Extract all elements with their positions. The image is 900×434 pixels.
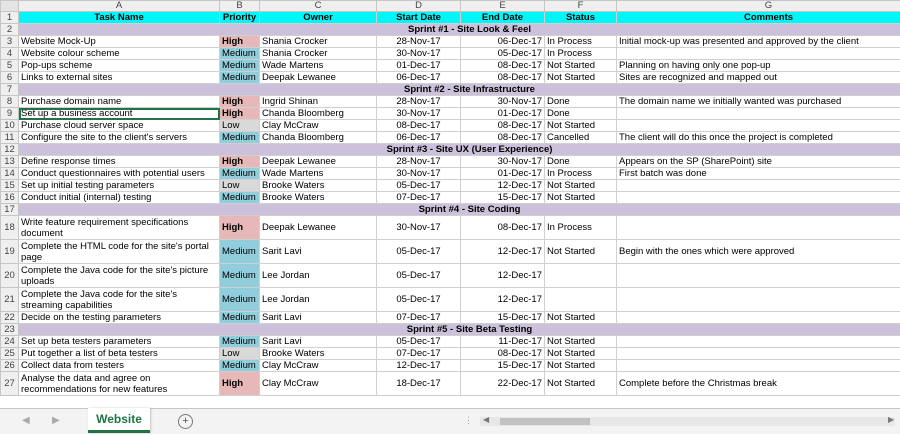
task-name-cell[interactable]: Complete the HTML code for the site's portal page <box>19 240 220 264</box>
owner-cell[interactable]: Clay McCraw <box>260 120 377 132</box>
priority-cell[interactable]: Medium <box>220 48 260 60</box>
end-date-cell[interactable]: 05-Dec-17 <box>461 48 545 60</box>
comments-cell[interactable] <box>617 348 900 360</box>
row-number[interactable]: 10 <box>1 120 19 132</box>
owner-cell[interactable]: Deepak Lewanee <box>260 216 377 240</box>
row-number[interactable]: 23 <box>1 324 19 336</box>
priority-cell[interactable]: Medium <box>220 60 260 72</box>
select-all-corner[interactable] <box>1 1 19 12</box>
comments-cell[interactable]: Appears on the SP (SharePoint) site <box>617 156 900 168</box>
start-date-cell[interactable]: 28-Nov-17 <box>377 36 461 48</box>
end-date-cell[interactable]: 08-Dec-17 <box>461 72 545 84</box>
comments-cell[interactable]: Sites are recognized and mapped out <box>617 72 900 84</box>
owner-cell[interactable]: Lee Jordan <box>260 264 377 288</box>
column-header-a[interactable]: A <box>19 1 220 12</box>
column-header-e[interactable]: E <box>461 1 545 12</box>
sprint-title[interactable]: Sprint #4 - Site Coding <box>19 204 900 216</box>
priority-cell[interactable]: High <box>220 108 260 120</box>
task-name-cell[interactable]: Purchase cloud server space <box>19 120 220 132</box>
task-name-cell[interactable]: Set up a business account <box>19 108 220 120</box>
task-name-cell[interactable]: Pop-ups scheme <box>19 60 220 72</box>
horizontal-scrollbar[interactable] <box>480 417 895 426</box>
task-name-cell[interactable]: Set up beta testers parameters <box>19 336 220 348</box>
row-number[interactable]: 21 <box>1 288 19 312</box>
status-cell[interactable]: In Process <box>545 36 617 48</box>
column-header-d[interactable]: D <box>377 1 461 12</box>
status-cell[interactable]: Not Started <box>545 60 617 72</box>
table-row <box>1 48 900 60</box>
priority-cell[interactable]: Medium <box>220 312 260 324</box>
row-number[interactable]: 19 <box>1 240 19 264</box>
row-number[interactable]: 15 <box>1 180 19 192</box>
comments-cell[interactable]: Begin with the ones which were approved <box>617 240 900 264</box>
sprint-title[interactable]: Sprint #3 - Site UX (User Experience) <box>19 144 900 156</box>
start-date-cell[interactable]: 28-Nov-17 <box>377 96 461 108</box>
priority-cell[interactable]: Medium <box>220 360 260 372</box>
owner-cell[interactable]: Brooke Waters <box>260 348 377 360</box>
status-cell[interactable]: In Process <box>545 48 617 60</box>
comments-cell[interactable]: The client will do this once the project is completed <box>617 132 900 144</box>
start-date-cell[interactable]: 05-Dec-17 <box>377 240 461 264</box>
row-number[interactable]: 14 <box>1 168 19 180</box>
status-cell[interactable] <box>545 264 617 288</box>
table-row <box>1 192 900 204</box>
comments-cell[interactable] <box>617 336 900 348</box>
priority-cell[interactable]: Low <box>220 348 260 360</box>
comments-cell[interactable]: Complete before the Christmas break <box>617 372 900 396</box>
comments-cell[interactable]: First batch was done <box>617 168 900 180</box>
owner-cell[interactable]: Shania Crocker <box>260 36 377 48</box>
start-date-cell[interactable]: 30-Nov-17 <box>377 108 461 120</box>
column-header-c[interactable]: C <box>260 1 377 12</box>
task-name-cell[interactable]: Links to external sites <box>19 72 220 84</box>
status-cell[interactable]: Not Started <box>545 336 617 348</box>
sprint-row <box>1 324 900 336</box>
table-row <box>1 132 900 144</box>
row-number[interactable]: 12 <box>1 144 19 156</box>
start-date-cell[interactable]: 06-Dec-17 <box>377 72 461 84</box>
comments-cell[interactable]: The domain name we initially wanted was purchased <box>617 96 900 108</box>
end-date-cell[interactable]: 12-Dec-17 <box>461 180 545 192</box>
status-cell[interactable]: Not Started <box>545 312 617 324</box>
status-cell[interactable]: Done <box>545 156 617 168</box>
sprint-title[interactable]: Sprint #5 - Site Beta Testing <box>19 324 900 336</box>
sprint-row <box>1 144 900 156</box>
comments-cell[interactable] <box>617 264 900 288</box>
owner-cell[interactable]: Clay McCraw <box>260 360 377 372</box>
start-date-cell[interactable]: 18-Dec-17 <box>377 372 461 396</box>
column-header-f[interactable]: F <box>545 1 617 12</box>
end-date-cell[interactable]: 15-Dec-17 <box>461 360 545 372</box>
owner-cell[interactable]: Wade Martens <box>260 168 377 180</box>
task-name-cell[interactable]: Configure the site to the client's servers <box>19 132 220 144</box>
start-date-cell[interactable]: 05-Dec-17 <box>377 288 461 312</box>
table-row <box>1 336 900 348</box>
row-number[interactable]: 17 <box>1 204 19 216</box>
table-row <box>1 288 900 312</box>
row-number[interactable]: 22 <box>1 312 19 324</box>
header-end-date[interactable]: End Date <box>461 12 545 24</box>
header-task-name[interactable]: Task Name <box>19 12 220 24</box>
owner-cell[interactable]: Sarit Lavi <box>260 240 377 264</box>
scroll-left-icon[interactable]: ◀ <box>483 415 489 424</box>
sheet-tab-website[interactable]: Website <box>88 408 150 433</box>
owner-cell[interactable]: Wade Martens <box>260 60 377 72</box>
owner-cell[interactable]: Ingrid Shinan <box>260 96 377 108</box>
end-date-cell[interactable]: 01-Dec-17 <box>461 168 545 180</box>
table-row <box>1 180 900 192</box>
row-number[interactable]: 4 <box>1 48 19 60</box>
end-date-cell[interactable]: 12-Dec-17 <box>461 264 545 288</box>
status-cell[interactable]: Cancelled <box>545 132 617 144</box>
sprint-row <box>1 204 900 216</box>
table-row <box>1 108 900 120</box>
end-date-cell[interactable]: 22-Dec-17 <box>461 372 545 396</box>
task-name-cell[interactable]: Conduct initial (internal) testing <box>19 192 220 204</box>
comments-cell[interactable] <box>617 108 900 120</box>
end-date-cell[interactable]: 12-Dec-17 <box>461 288 545 312</box>
comments-cell[interactable] <box>617 312 900 324</box>
status-cell[interactable]: Not Started <box>545 240 617 264</box>
table-row <box>1 36 900 48</box>
comments-cell[interactable] <box>617 120 900 132</box>
header-priority[interactable]: Priority <box>220 12 260 24</box>
table-row <box>1 96 900 108</box>
plus-circle-icon[interactable]: + <box>178 414 193 429</box>
start-date-cell[interactable]: 05-Dec-17 <box>377 180 461 192</box>
status-cell[interactable]: Not Started <box>545 372 617 396</box>
task-name-cell[interactable]: Complete the Java code for the site's picture uploads <box>19 264 220 288</box>
priority-cell[interactable]: High <box>220 36 260 48</box>
status-cell[interactable]: In Process <box>545 216 617 240</box>
priority-cell[interactable]: High <box>220 372 260 396</box>
end-date-cell[interactable]: 30-Nov-17 <box>461 156 545 168</box>
comments-cell[interactable] <box>617 180 900 192</box>
start-date-cell[interactable]: 05-Dec-17 <box>377 264 461 288</box>
task-name-cell[interactable]: Set up initial testing parameters <box>19 180 220 192</box>
column-header-b[interactable]: B <box>220 1 260 12</box>
comments-cell[interactable] <box>617 216 900 240</box>
end-date-cell[interactable]: 11-Dec-17 <box>461 336 545 348</box>
priority-cell[interactable]: Medium <box>220 72 260 84</box>
table-row <box>1 312 900 324</box>
row-number[interactable]: 2 <box>1 24 19 36</box>
end-date-cell[interactable]: 06-Dec-17 <box>461 36 545 48</box>
end-date-cell[interactable]: 08-Dec-17 <box>461 60 545 72</box>
start-date-cell[interactable]: 07-Dec-17 <box>377 192 461 204</box>
owner-cell[interactable]: Deepak Lewanee <box>260 72 377 84</box>
start-date-cell[interactable]: 08-Dec-17 <box>377 120 461 132</box>
sprint-row <box>1 24 900 36</box>
start-date-cell[interactable]: 12-Dec-17 <box>377 360 461 372</box>
status-cell[interactable]: In Process <box>545 168 617 180</box>
priority-cell[interactable]: Medium <box>220 168 260 180</box>
table-row <box>1 348 900 360</box>
owner-cell[interactable]: Deepak Lewanee <box>260 156 377 168</box>
more-options-icon[interactable]: ⋮ <box>464 415 473 426</box>
comments-cell[interactable] <box>617 192 900 204</box>
status-cell[interactable]: Not Started <box>545 180 617 192</box>
row-number[interactable]: 20 <box>1 264 19 288</box>
column-header-row <box>1 1 900 12</box>
status-cell[interactable]: Not Started <box>545 120 617 132</box>
status-cell[interactable] <box>545 288 617 312</box>
table-row <box>1 120 900 132</box>
status-cell[interactable]: Not Started <box>545 72 617 84</box>
status-cell[interactable]: Not Started <box>545 192 617 204</box>
owner-cell[interactable]: Clay McCraw <box>260 372 377 396</box>
task-name-cell[interactable]: Complete the Java code for the site's streaming capabilities <box>19 288 220 312</box>
table-header-row <box>1 12 900 24</box>
sprint-title[interactable]: Sprint #2 - Site Infrastructure <box>19 84 900 96</box>
start-date-cell[interactable]: 30-Nov-17 <box>377 216 461 240</box>
start-date-cell[interactable]: 07-Dec-17 <box>377 348 461 360</box>
start-date-cell[interactable]: 06-Dec-17 <box>377 132 461 144</box>
task-name-cell[interactable]: Write feature requirement specifications document <box>19 216 220 240</box>
comments-cell[interactable] <box>617 360 900 372</box>
end-date-cell[interactable]: 08-Dec-17 <box>461 348 545 360</box>
comments-cell[interactable] <box>617 48 900 60</box>
row-number[interactable]: 11 <box>1 132 19 144</box>
comments-cell[interactable]: Initial mock-up was presented and approved by the client <box>617 36 900 48</box>
task-name-cell[interactable]: Website Mock-Up <box>19 36 220 48</box>
owner-cell[interactable]: Shania Crocker <box>260 48 377 60</box>
priority-cell[interactable]: Medium <box>220 336 260 348</box>
comments-cell[interactable] <box>617 288 900 312</box>
row-number[interactable]: 25 <box>1 348 19 360</box>
start-date-cell[interactable]: 07-Dec-17 <box>377 312 461 324</box>
status-cell[interactable]: Done <box>545 108 617 120</box>
row-number[interactable]: 9 <box>1 108 19 120</box>
owner-cell[interactable]: Brooke Waters <box>260 180 377 192</box>
end-date-cell[interactable]: 01-Dec-17 <box>461 108 545 120</box>
end-date-cell[interactable]: 08-Dec-17 <box>461 132 545 144</box>
header-start-date[interactable]: Start Date <box>377 12 461 24</box>
end-date-cell[interactable]: 15-Dec-17 <box>461 192 545 204</box>
header-comments[interactable]: Comments <box>617 12 900 24</box>
sprint-title[interactable]: Sprint #1 - Site Look & Feel <box>19 24 900 36</box>
priority-cell[interactable]: Medium <box>220 288 260 312</box>
table-row <box>1 60 900 72</box>
table-row <box>1 240 900 264</box>
start-date-cell[interactable]: 30-Nov-17 <box>377 168 461 180</box>
sprint-row <box>1 84 900 96</box>
table-row <box>1 216 900 240</box>
end-date-cell[interactable]: 08-Dec-17 <box>461 120 545 132</box>
row-number[interactable]: 26 <box>1 360 19 372</box>
owner-cell[interactable]: Sarit Lavi <box>260 336 377 348</box>
status-cell[interactable]: Done <box>545 96 617 108</box>
row-number[interactable]: 3 <box>1 36 19 48</box>
row-number[interactable]: 7 <box>1 84 19 96</box>
task-name-cell[interactable]: Purchase domain name <box>19 96 220 108</box>
header-owner[interactable]: Owner <box>260 12 377 24</box>
owner-cell[interactable]: Lee Jordan <box>260 288 377 312</box>
priority-cell[interactable]: High <box>220 216 260 240</box>
triangle-left-icon[interactable]: ◀ <box>22 415 30 426</box>
task-name-cell[interactable]: Conduct questionnaires with potential users <box>19 168 220 180</box>
task-name-cell[interactable]: Analyse the data and agree on recommendations for new features <box>19 372 220 396</box>
sheet-tab-bar <box>0 408 900 434</box>
status-cell[interactable]: Not Started <box>545 348 617 360</box>
end-date-cell[interactable]: 30-Nov-17 <box>461 96 545 108</box>
row-number[interactable]: 27 <box>1 372 19 396</box>
status-cell[interactable]: Not Started <box>545 360 617 372</box>
task-name-cell[interactable]: Decide on the testing parameters <box>19 312 220 324</box>
header-status[interactable]: Status <box>545 12 617 24</box>
priority-cell[interactable]: High <box>220 96 260 108</box>
row-number[interactable]: 18 <box>1 216 19 240</box>
table-row <box>1 156 900 168</box>
start-date-cell[interactable]: 01-Dec-17 <box>377 60 461 72</box>
scrollbar-thumb[interactable] <box>500 418 590 425</box>
comments-cell[interactable]: Planning on having only one pop-up <box>617 60 900 72</box>
priority-cell[interactable]: High <box>220 156 260 168</box>
table-row <box>1 72 900 84</box>
table-row <box>1 168 900 180</box>
start-date-cell[interactable]: 30-Nov-17 <box>377 48 461 60</box>
row-number[interactable]: 13 <box>1 156 19 168</box>
task-name-cell[interactable]: Collect data from testers <box>19 360 220 372</box>
owner-cell[interactable]: Chanda Bloomberg <box>260 108 377 120</box>
column-header-g[interactable]: G <box>617 1 900 12</box>
row-number[interactable]: 16 <box>1 192 19 204</box>
start-date-cell[interactable]: 28-Nov-17 <box>377 156 461 168</box>
task-name-cell[interactable]: Define response times <box>19 156 220 168</box>
row-number[interactable]: 6 <box>1 72 19 84</box>
priority-cell[interactable]: Medium <box>220 240 260 264</box>
priority-cell[interactable]: Medium <box>220 264 260 288</box>
owner-cell[interactable]: Sarit Lavi <box>260 312 377 324</box>
scroll-right-icon[interactable]: ▶ <box>888 415 894 424</box>
triangle-right-icon[interactable]: ▶ <box>52 415 60 426</box>
table-row <box>1 360 900 372</box>
end-date-cell[interactable]: 15-Dec-17 <box>461 312 545 324</box>
start-date-cell[interactable]: 05-Dec-17 <box>377 336 461 348</box>
priority-cell[interactable]: Medium <box>220 192 260 204</box>
owner-cell[interactable]: Brooke Waters <box>260 192 377 204</box>
priority-cell[interactable]: Low <box>220 120 260 132</box>
end-date-cell[interactable]: 08-Dec-17 <box>461 216 545 240</box>
priority-cell[interactable]: Medium <box>220 132 260 144</box>
row-number[interactable]: 24 <box>1 336 19 348</box>
row-number[interactable]: 5 <box>1 60 19 72</box>
row-number[interactable]: 1 <box>1 12 19 24</box>
owner-cell[interactable]: Chanda Bloomberg <box>260 132 377 144</box>
task-name-cell[interactable]: Website colour scheme <box>19 48 220 60</box>
priority-cell[interactable]: Low <box>220 180 260 192</box>
table-row <box>1 372 900 396</box>
row-number[interactable]: 8 <box>1 96 19 108</box>
table-row <box>1 264 900 288</box>
end-date-cell[interactable]: 12-Dec-17 <box>461 240 545 264</box>
task-name-cell[interactable]: Put together a list of beta testers <box>19 348 220 360</box>
